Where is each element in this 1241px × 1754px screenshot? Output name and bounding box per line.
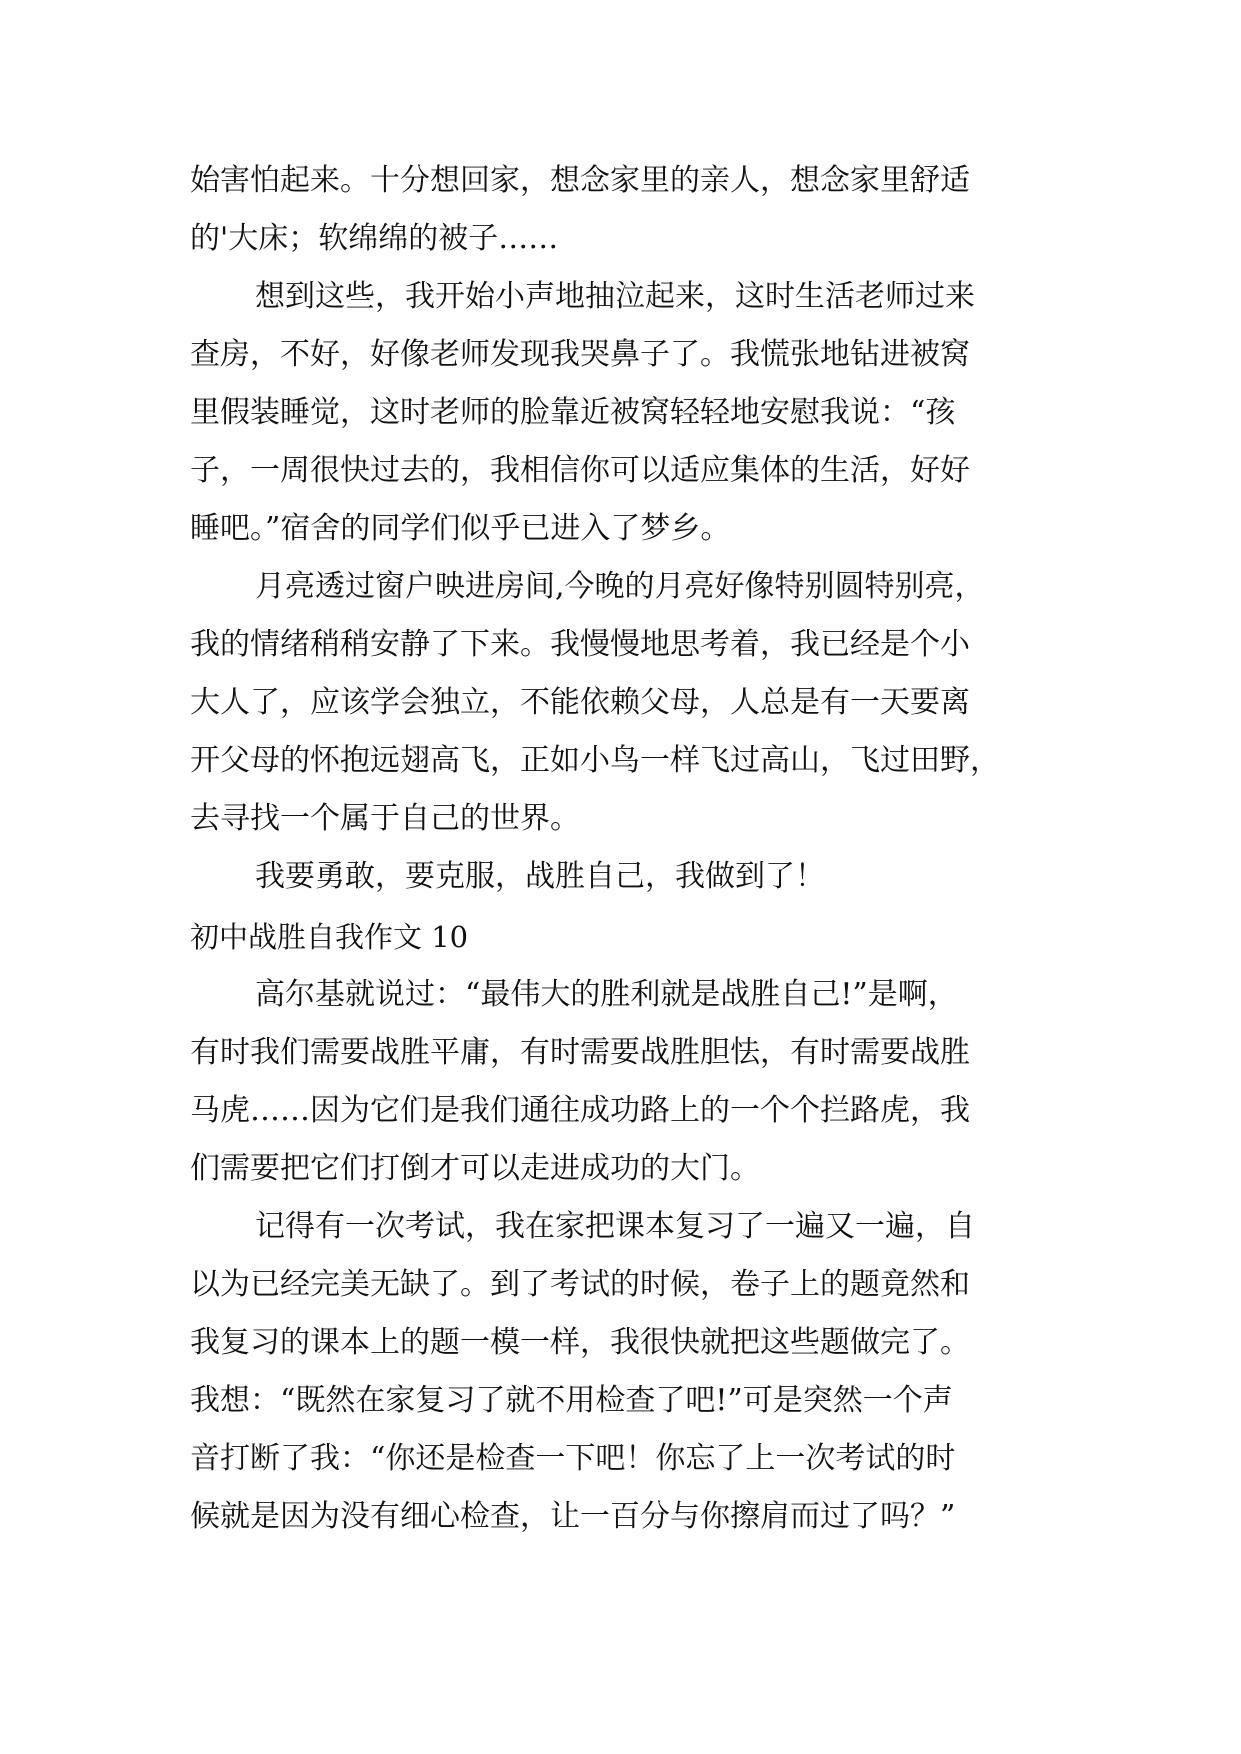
text-line: 我想：“既然在家复习了就不用检查了吧!”可是突然一个声 xyxy=(190,1383,953,1418)
text-line: 们需要把它们打倒才可以走进成功的大门。 xyxy=(190,1151,760,1186)
text-line: 马虎……因为它们是我们通往成功路上的一个个拦路虎，我 xyxy=(190,1093,970,1128)
text-line: 去寻找一个属于自己的世界。 xyxy=(190,801,580,836)
section-heading: 初中战胜自我作文 10 xyxy=(190,920,469,954)
text-line: 睡吧。”宿舍的同学们似乎已进入了梦乡。 xyxy=(190,511,731,546)
text-line: 我复习的课本上的题一模一样，我很快就把这些题做完了。 xyxy=(190,1325,970,1360)
text-line: 开父母的怀抱远翅高飞，正如小鸟一样飞过高山，飞过田野， xyxy=(190,743,1000,778)
text-line: 候就是因为没有细心检查，让一百分与你擦肩而过了吗？” xyxy=(190,1499,956,1534)
text-line: 子，一周很快过去的，我相信你可以适应集体的生活，好好 xyxy=(190,453,970,488)
text-line: 以为已经完美无缺了。到了考试的时候，卷子上的题竟然和 xyxy=(190,1267,970,1302)
text-line: 始害怕起来。十分想回家，想念家里的亲人，想念家里舒适 xyxy=(190,163,970,198)
text-line: 的'大床；软绵绵的被子…… xyxy=(190,221,559,256)
text-line: 里假装睡觉，这时老师的脸靠近被窝轻轻地安慰我说：“孩 xyxy=(190,395,956,430)
paragraph-start-line: 想到这些，我开始小声地抽泣起来，这时生活老师过来 xyxy=(255,279,975,314)
paragraph-start-line: 我要勇敢，要克服，战胜自己，我做到了！ xyxy=(255,859,825,894)
text-line: 有时我们需要战胜平庸，有时需要战胜胆怯，有时需要战胜 xyxy=(190,1035,970,1070)
text-line: 大人了，应该学会独立，不能依赖父母，人总是有一天要离 xyxy=(190,685,970,720)
text-line: 我的情绪稍稍安静了下来。我慢慢地思考着，我已经是个小 xyxy=(190,627,970,662)
text-line: 音打断了我：“你还是检查一下吧！你忘了上一次考试的时 xyxy=(190,1441,956,1476)
paragraph-start-line: 记得有一次考试，我在家把课本复习了一遍又一遍，自 xyxy=(255,1209,975,1244)
paragraph-start-line: 高尔基就说过：“最伟大的胜利就是战胜自己!”是啊， xyxy=(255,977,958,1012)
text-line: 查房，不好，好像老师发现我哭鼻子了。我慌张地钻进被窝 xyxy=(190,337,970,372)
paragraph-start-line: 月亮透过窗户映进房间,今晚的月亮好像特别圆特别亮， xyxy=(255,569,985,604)
